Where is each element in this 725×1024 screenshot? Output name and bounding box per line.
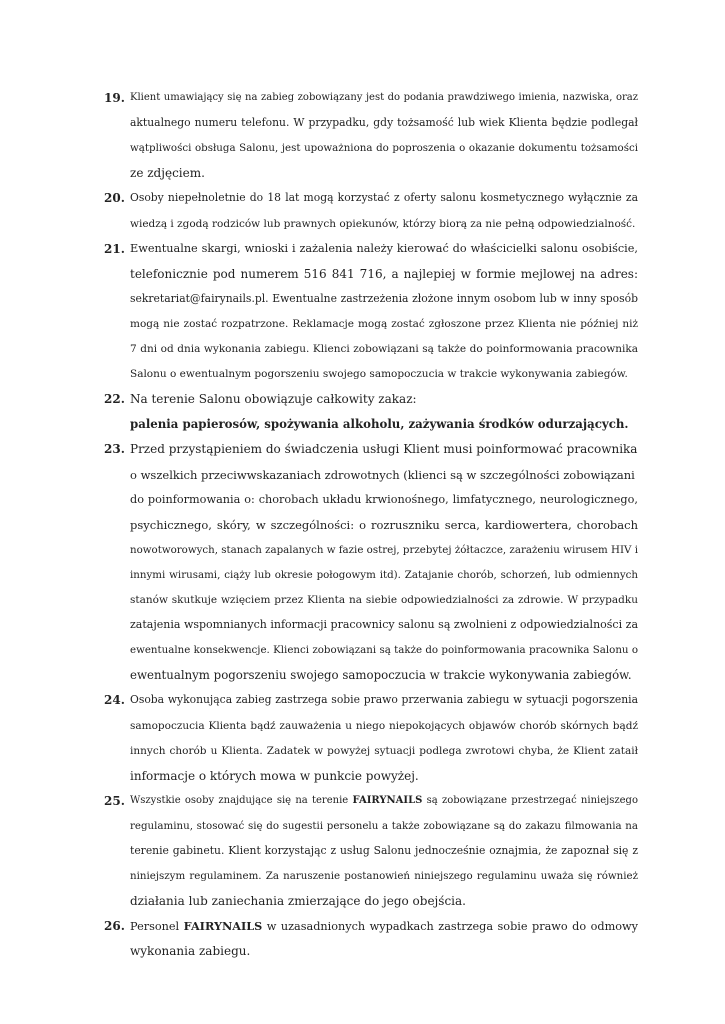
item-text-line: nowotworowych, stanach zapalanych w fazie ostrej, przebytej żółtaczce, zarażeniu wirusem HIV i (130, 543, 638, 556)
item-text-line: stanów skutkuje wzięciem przez Klienta na siebie odpowiedzialności za zdrowie. W przypadku (130, 594, 638, 606)
brand-name: FAIRYNAILS (352, 794, 423, 806)
item-text-line: ze zdjęciem. (130, 166, 205, 181)
item-text-line: innymi wirusami, ciąży lub okresie połogowym itd). Zatajanie chorób, schorzeń, lub odmiennych (130, 568, 638, 581)
item-number: 19. (104, 91, 125, 105)
item-text-line: telefonicznie pod numerem 516 841 716, a najlepiej w formie mejlowej na adres: (130, 266, 638, 281)
item-text-line: niniejszym regulaminem. Za naruszenie postanowień niniejszego regulaminu uważa się również (130, 870, 638, 883)
brand-name: FAIRYNAILS (183, 919, 263, 934)
item-text-line: mogą nie zostać rozpatrzone. Reklamacje mogą zostać zgłoszone przez Klienta nie później niż (130, 317, 638, 330)
item-text-line: 7 dni od dnia wykonania zabiegu. Klienci zobowiązani są także do poinformowania pracownika (130, 343, 638, 355)
item-text-line: palenia papierosów, spożywania alkoholu, zażywania środków odurzających. (130, 417, 629, 432)
item-text-line: do poinformowania o: chorobach układu krwionośnego, limfatycznego, neurologicznego, (130, 492, 638, 506)
item-text-line: Na terenie Salonu obowiązuje całkowity zakaz: (130, 392, 417, 407)
item-text-line: wykonania zabiegu. (130, 944, 251, 959)
item-text-line: Osoba wykonująca zabieg zastrzega sobie prawo przerwania zabiegu w sytuacji pogorszenia (130, 693, 638, 707)
item-text-line (130, 793, 638, 809)
item-text-line: Przed przystąpieniem do świadczenia usługi Klient musi poinformować pracownika (130, 442, 638, 457)
item-text-line: Salonu o ewentualnym pogorszeniu swojego samopoczucia w trakcie wykonywania zabiegów. (130, 368, 628, 381)
item-text-line: innych chorób u Klienta. Zadatek w powyżej sytuacji podlega zwrotowi chyba, że Klient zataił (130, 744, 638, 757)
text-segment: Personel (130, 920, 184, 934)
text-segment: Wszystkie osoby znajdujące się na terenie (130, 794, 353, 806)
item-text-line: wątpliwości obsługa Salonu, jest upoważniona do poproszenia o okazanie dokumentu tożsamości (130, 142, 638, 155)
text-segment: w uzasadnionych wypadkach zastrzega sobie prawo do odmowy (262, 920, 638, 934)
item-text-line (130, 918, 638, 935)
item-number: 25. (104, 793, 125, 808)
item-text-line: terenie gabinetu. Klient korzystając z usług Salonu jednocześnie oznajmia, że zapoznał się z (130, 844, 638, 857)
item-text-line: ewentualnym pogorszeniu swojego samopoczucia w trakcie wykonywania zabiegów. (130, 668, 632, 683)
item-number: 22. (104, 392, 125, 407)
item-number: 23. (104, 442, 125, 457)
item-text-line: o wszelkich przeciwwskazaniach zdrowotnych (klienci są w szczególności zobowiązani (130, 467, 635, 482)
item-text-line: Ewentualne skargi, wnioski i zażalenia należy kierować do właścicielki salonu osobiście, (130, 241, 638, 255)
item-number: 26. (104, 919, 125, 934)
item-number: 20. (104, 191, 125, 206)
item-text-line: regulaminu, stosować się do sugestii personelu a także zobowiązane są do zakazu filmowania na (130, 819, 638, 832)
item-text-line: Klient umawiający się na zabieg zobowiązany jest do podania prawdziwego imienia, nazwiska, oraz (130, 92, 638, 103)
item-text-line: działania lub zaniechania zmierzające do jego obejścia. (130, 894, 466, 909)
item-text-line: aktualnego numeru telefonu. W przypadku, gdy tożsamość lub wiek Klienta będzie podlegał (130, 116, 638, 130)
text-segment: są zobowiązane przestrzegać niniejszego (422, 794, 638, 806)
item-text-line: Osoby niepełnoletnie do 18 lat mogą korzystać z oferty salonu kosmetycznego wyłącznie za (130, 191, 638, 205)
item-text-line: zatajenia wspomnianych informacji pracownicy salonu są zwolnieni z odpowiedzialności za (130, 618, 638, 632)
item-number: 24. (104, 693, 125, 708)
item-text-line: ewentualne konsekwencje. Klienci zobowiązani są także do poinformowania pracownika Salonu o (130, 644, 638, 657)
item-text-line: wiedzą i zgodą rodziców lub prawnych opiekunów, którzy biorą za nie pełną odpowiedzialność. (130, 217, 636, 230)
item-text-line: informacje o których mowa w punkcie powyżej. (130, 768, 419, 783)
item-number: 21. (104, 241, 125, 256)
item-text-line: samopoczucia Klienta bądź zauważenia u niego niepokojących objawów chorób skórnych bądź (130, 719, 638, 732)
item-text-line: sekretariat@fairynails.pl. Ewentualne zastrzeżenia złożone innym osobom lub w inny sposób (130, 291, 638, 305)
item-text-line: psychicznego, skóry, w szczególności: o rozruszniku serca, kardiowertera, chorobach (130, 517, 638, 532)
